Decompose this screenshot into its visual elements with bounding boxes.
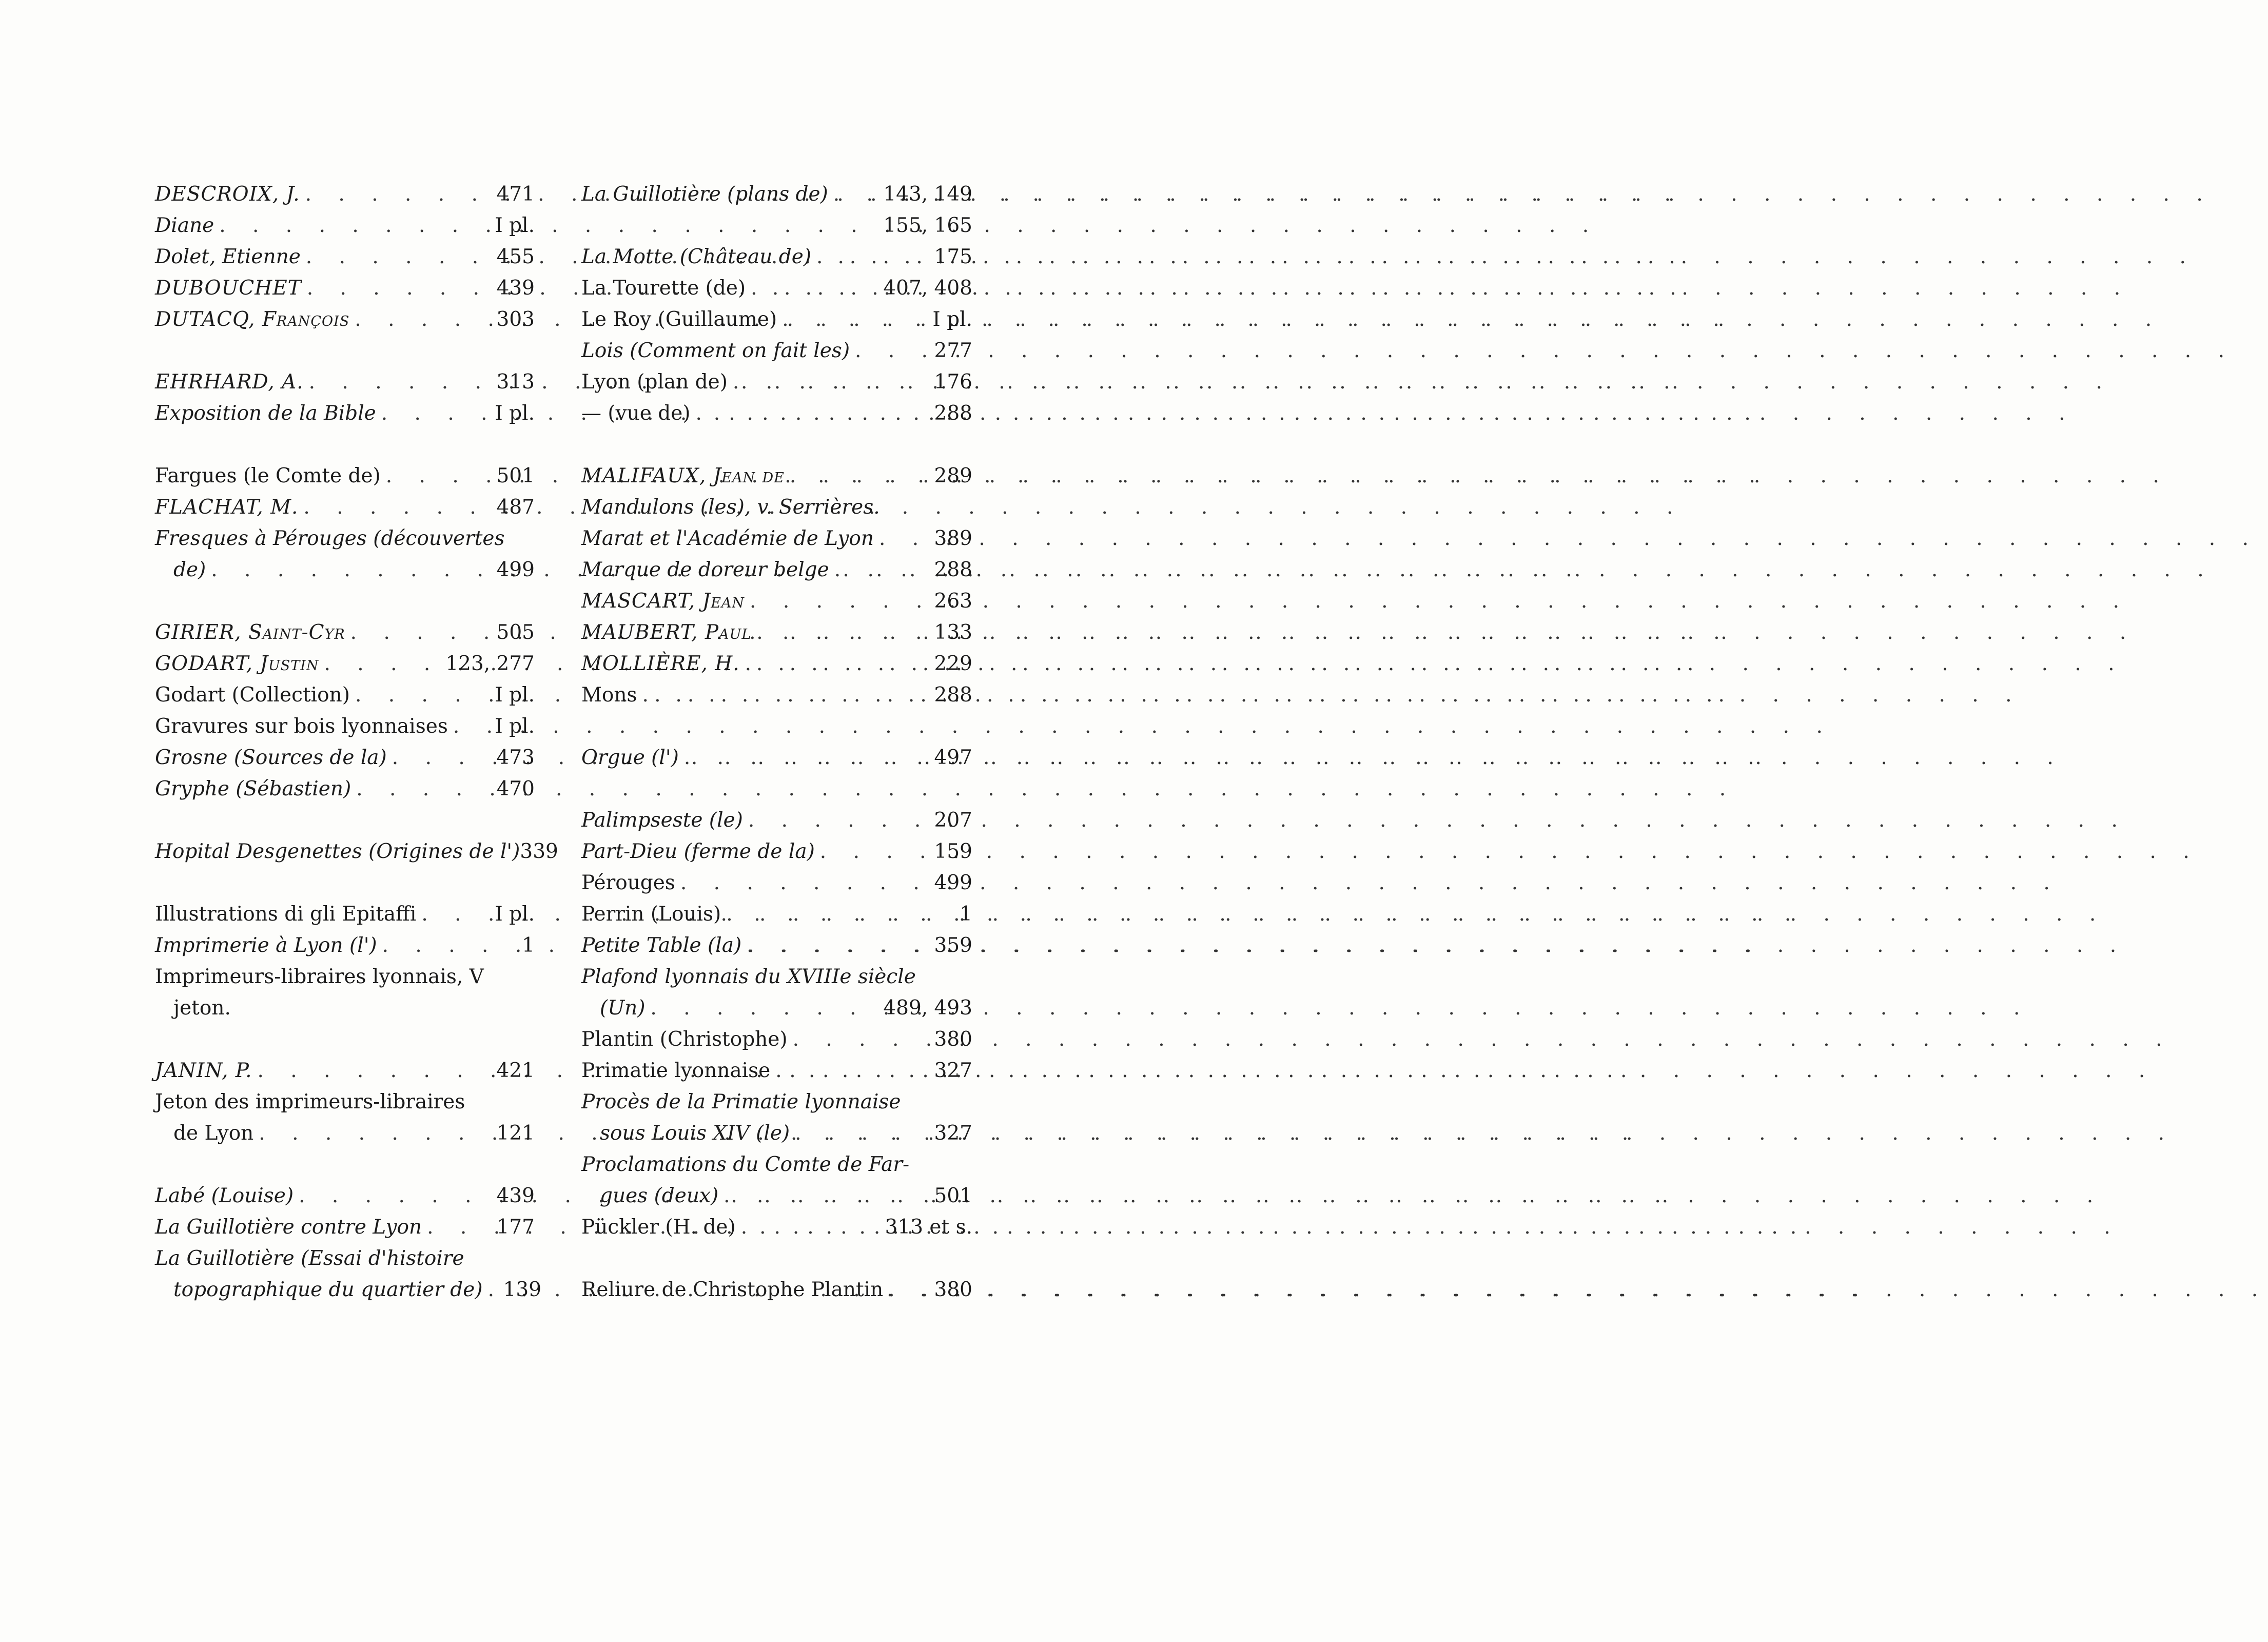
index-entry-page-ref: 277 bbox=[934, 339, 972, 362]
index-entry-page-ref: 139 bbox=[503, 1278, 542, 1301]
index-entry-label: Mons bbox=[581, 683, 637, 707]
dot-leader bbox=[345, 617, 497, 648]
index-entry bbox=[155, 1211, 535, 1243]
index-entry bbox=[155, 272, 535, 304]
index-entry-page-ref: 407, 408 bbox=[883, 277, 972, 300]
index-entry-label: Pückler (H. de) bbox=[581, 1216, 736, 1239]
index-entry-label: MOLLIÈRE, H. bbox=[581, 652, 740, 675]
dot-leader bbox=[850, 335, 934, 366]
index-entry-label: topographique du quartier de) bbox=[173, 1278, 483, 1301]
index-entry bbox=[581, 1024, 972, 1055]
index-entry-page-ref: 289 bbox=[934, 464, 972, 487]
index-entry bbox=[155, 460, 535, 492]
index-entry bbox=[581, 930, 972, 961]
index-entry bbox=[155, 1118, 535, 1149]
index-entry-page-ref: 1 bbox=[522, 934, 535, 957]
index-entry-page-ref: 123, 277 bbox=[445, 652, 535, 675]
dot-leader bbox=[815, 836, 934, 867]
dot-leader bbox=[381, 460, 497, 492]
index-entry bbox=[155, 930, 535, 961]
index-entry-label: Fargues (le Comte de) bbox=[155, 464, 381, 487]
dot-leader bbox=[645, 992, 883, 1024]
index-entry bbox=[155, 1180, 535, 1211]
dot-leader bbox=[718, 1180, 934, 1211]
index-entry bbox=[581, 210, 972, 241]
index-entry-label: Lyon (plan de) bbox=[581, 370, 728, 394]
index-entry bbox=[155, 179, 535, 210]
index-entry-label: Palimpseste (le) bbox=[581, 809, 743, 832]
index-entry-page-ref: 499 bbox=[934, 871, 972, 894]
dot-leader bbox=[351, 773, 496, 805]
index-entry bbox=[155, 711, 535, 742]
dot-leader bbox=[206, 554, 496, 585]
index-entry bbox=[155, 1086, 535, 1118]
index-entry-label: La Guillotière (plans de) bbox=[581, 183, 828, 206]
dot-leader bbox=[298, 492, 496, 523]
index-entry-page-ref: 288 bbox=[934, 558, 972, 581]
dot-leader bbox=[302, 272, 497, 304]
index-entry-label: gues (deux) bbox=[600, 1184, 719, 1207]
index-entry-label: Primatie lyonnaise bbox=[581, 1059, 771, 1082]
index-entry bbox=[581, 1274, 972, 1305]
index-entry-label: Jeton des imprimeurs-libraires bbox=[155, 1090, 465, 1113]
index-column-left bbox=[155, 179, 558, 1305]
dot-leader bbox=[883, 1274, 934, 1305]
index-entry bbox=[155, 1243, 535, 1274]
index-entry-label: DUBOUCHET bbox=[155, 277, 302, 300]
index-entry bbox=[155, 992, 535, 1024]
dot-leader bbox=[679, 742, 934, 773]
index-entry bbox=[581, 1180, 972, 1211]
index-column-right bbox=[581, 179, 972, 1305]
index-entry-label: Hopital Desgenettes (Origines de l') bbox=[155, 840, 520, 863]
index-entry-page-ref: 497 bbox=[934, 746, 972, 769]
index-entry-page-ref: 155, 165 bbox=[883, 214, 972, 237]
index-entry-page-ref: 501 bbox=[934, 1184, 972, 1207]
index-entry bbox=[581, 805, 972, 836]
index-entry bbox=[581, 523, 972, 554]
index-entry-page-ref: 455 bbox=[496, 245, 535, 268]
index-entry-page-ref: 313 bbox=[496, 370, 535, 394]
index-entry-page-ref: 473 bbox=[496, 746, 535, 769]
index-entry bbox=[581, 366, 972, 398]
index-entry-page-ref: 1 bbox=[960, 903, 972, 926]
index-entry-page-ref: I pl. bbox=[495, 903, 535, 926]
dot-leader bbox=[741, 930, 934, 961]
index-entry-label: MAUBERT, Paul bbox=[581, 621, 752, 644]
index-entry bbox=[155, 523, 535, 554]
dot-leader bbox=[319, 648, 446, 679]
index-entry-page-ref: 389 bbox=[934, 527, 972, 550]
index-entry-page-ref: 421 bbox=[496, 1059, 535, 1082]
index-entry-page-ref: 176 bbox=[934, 370, 972, 394]
index-entry-label: Plantin (Christophe) bbox=[581, 1028, 788, 1051]
index-entry bbox=[155, 241, 535, 272]
dot-leader bbox=[300, 179, 497, 210]
index-entry bbox=[581, 554, 972, 585]
dot-leader bbox=[448, 711, 495, 742]
index-entry-page-ref: I pl. bbox=[932, 308, 972, 331]
index-entry-page-ref: 207 bbox=[934, 809, 972, 832]
dot-leader bbox=[416, 898, 495, 930]
index-entry bbox=[155, 648, 535, 679]
index-entry-page-ref: 499 bbox=[496, 558, 535, 581]
index-entry bbox=[581, 742, 972, 773]
dot-leader bbox=[675, 867, 934, 898]
index-entry-label: Marat et l'Académie de Lyon bbox=[581, 527, 874, 550]
index-entry-page-ref: 159 bbox=[934, 840, 972, 863]
index-entry bbox=[155, 304, 535, 335]
index-entry-page-ref: 501 bbox=[496, 464, 535, 487]
index-entry-page-ref: 288 bbox=[934, 402, 972, 425]
index-entry-label: GIRIER, Saint-Cyr bbox=[155, 621, 345, 644]
index-entry-label: Diane bbox=[155, 214, 214, 237]
index-entry-label: Petite Table (la) bbox=[581, 934, 742, 957]
index-entry bbox=[581, 335, 972, 366]
dot-leader bbox=[349, 304, 496, 335]
index-entry-label: La Motte (Château de) bbox=[581, 245, 811, 268]
index-entry-label: Part-Dieu (ferme de la) bbox=[581, 840, 815, 863]
index-entry bbox=[581, 1118, 972, 1149]
index-entry-label: Dolet, Etienne bbox=[155, 245, 301, 268]
index-entry bbox=[581, 492, 972, 523]
dot-leader bbox=[253, 1118, 496, 1149]
dot-leader bbox=[483, 1274, 503, 1305]
index-entry-page-ref: 439 bbox=[496, 277, 535, 300]
index-entry-page-ref: 175 bbox=[934, 245, 972, 268]
index-entry-label: Labé (Louise) bbox=[155, 1184, 294, 1207]
index-entry-label: Perrin (Louis) bbox=[581, 903, 721, 926]
index-entry-label: La Tourette (de) bbox=[581, 277, 746, 300]
dot-leader bbox=[811, 241, 934, 272]
dot-leader bbox=[301, 241, 497, 272]
index-entry bbox=[581, 398, 972, 429]
index-entry-label: Lois (Comment on fait les) bbox=[581, 339, 850, 362]
dot-leader bbox=[637, 679, 934, 711]
index-entry bbox=[155, 1274, 542, 1305]
dot-leader bbox=[422, 1211, 496, 1243]
index-entry-label: Le Roy (Guillaume) bbox=[581, 308, 777, 331]
index-entry-label: Fresques à Pérouges (découvertes bbox=[155, 527, 505, 550]
index-entry-page-ref: 439 bbox=[496, 1184, 535, 1207]
index-entry-label: Orgue (l') bbox=[581, 746, 679, 769]
index-entry-label: MASCART, Jean bbox=[581, 590, 745, 613]
index-entry-label: sous Louis XIV (le) bbox=[600, 1122, 790, 1145]
index-page bbox=[0, 0, 1086, 1642]
index-entry-page-ref: I pl. bbox=[495, 715, 535, 738]
index-entry-label: Marque de doreur belge bbox=[581, 558, 829, 581]
dot-leader bbox=[376, 398, 495, 429]
index-entry-label: Reliure de Christophe Plantin bbox=[581, 1278, 884, 1301]
dot-leader bbox=[770, 1055, 934, 1086]
index-entry bbox=[581, 836, 972, 867]
index-entry-label: — (vue de) bbox=[581, 402, 691, 425]
dot-leader bbox=[829, 554, 934, 585]
index-entry-label: La Guillotière contre Lyon bbox=[155, 1216, 422, 1239]
dot-leader bbox=[828, 179, 884, 210]
index-entry-page-ref: I pl. bbox=[495, 402, 535, 425]
dot-leader bbox=[777, 304, 932, 335]
index-entry-page-ref: 133 bbox=[934, 621, 972, 644]
index-entry-label: Mandulons (les), v. Serrières. bbox=[581, 496, 880, 519]
dot-leader bbox=[350, 679, 495, 711]
index-entry bbox=[581, 1086, 972, 1118]
index-entry-label: Gryphe (Sébastien) bbox=[155, 777, 351, 800]
index-entry bbox=[155, 742, 535, 773]
index-entry-page-ref: 288 bbox=[934, 683, 972, 707]
index-entry bbox=[155, 961, 535, 992]
index-entry-label: DUTACQ, François bbox=[155, 308, 350, 331]
index-entry-label: MALIFAUX, Jean de bbox=[581, 464, 785, 487]
index-entry bbox=[581, 961, 972, 992]
index-entry-label: Godart (Collection) bbox=[155, 683, 350, 707]
dot-leader bbox=[790, 1118, 934, 1149]
index-entry-label: Plafond lyonnais du XVIIIe siècle bbox=[581, 965, 916, 988]
index-entry-page-ref: 143, 149 bbox=[883, 183, 972, 206]
index-entry-label: JANIN, P. bbox=[155, 1059, 252, 1082]
index-entry-label: (Un) bbox=[600, 996, 646, 1020]
index-entry bbox=[581, 1211, 972, 1243]
index-entry bbox=[581, 617, 972, 648]
index-entry-page-ref: 380 bbox=[934, 1278, 972, 1301]
index-entry-label: de Lyon bbox=[173, 1122, 254, 1145]
index-entry bbox=[581, 898, 972, 930]
index-entry bbox=[155, 398, 535, 429]
index-entry-label: La Guillotière (Essai d'histoire bbox=[155, 1247, 464, 1270]
dot-leader bbox=[788, 1024, 934, 1055]
dot-leader bbox=[740, 648, 934, 679]
index-entry bbox=[581, 648, 972, 679]
index-entry bbox=[581, 585, 972, 617]
index-entry bbox=[155, 617, 535, 648]
index-entry bbox=[581, 241, 972, 272]
index-entry-page-ref: 471 bbox=[496, 183, 535, 206]
index-entry-label: Imprimerie à Lyon (l') bbox=[155, 934, 377, 957]
index-entry-label: Pérouges bbox=[581, 871, 675, 894]
index-entry bbox=[581, 304, 972, 335]
index-entry-label: EHRHARD, A. bbox=[155, 370, 304, 394]
index-entry bbox=[155, 366, 535, 398]
index-entry-page-ref: 177 bbox=[496, 1216, 535, 1239]
index-entry bbox=[155, 679, 535, 711]
index-entry bbox=[581, 992, 972, 1024]
index-entry-page-ref: I pl. bbox=[495, 683, 535, 707]
index-entry bbox=[155, 554, 535, 585]
index-entry bbox=[155, 898, 535, 930]
index-entry bbox=[581, 1055, 972, 1086]
dot-leader bbox=[387, 742, 497, 773]
index-entry-label: Gravures sur bois lyonnaises bbox=[155, 715, 448, 738]
index-entry bbox=[581, 679, 972, 711]
index-entry-page-ref: 487 bbox=[496, 496, 535, 519]
index-entry-label: Illustrations di gli Epitaffi bbox=[155, 903, 417, 926]
index-entry-page-ref: 263 bbox=[934, 590, 972, 613]
index-entry-page-ref: 505 bbox=[496, 621, 535, 644]
dot-leader bbox=[743, 805, 934, 836]
index-entry-label: Exposition de la Bible bbox=[155, 402, 376, 425]
index-entry bbox=[155, 773, 535, 805]
index-entry-page-ref: 313 et s. bbox=[885, 1216, 972, 1239]
index-entry-label: DESCROIX, J. bbox=[155, 183, 300, 206]
index-entry bbox=[155, 492, 535, 523]
dot-leader bbox=[736, 1211, 885, 1243]
index-entry-label: de) bbox=[173, 558, 206, 581]
index-entry-page-ref: 489, 493 bbox=[883, 996, 972, 1020]
index-entry bbox=[155, 836, 558, 867]
dot-leader bbox=[745, 585, 934, 617]
dot-leader bbox=[746, 272, 883, 304]
dot-leader bbox=[751, 617, 934, 648]
index-entry bbox=[155, 210, 535, 241]
index-entry-page-ref: 327 bbox=[934, 1059, 972, 1082]
index-entry-page-ref: I pl. bbox=[495, 214, 535, 237]
index-entry-label: FLACHAT, M. bbox=[155, 496, 299, 519]
index-entry-page-ref: 229 bbox=[934, 652, 972, 675]
dot-leader bbox=[294, 1180, 496, 1211]
dot-leader bbox=[304, 366, 497, 398]
index-entry-page-ref: 303 bbox=[496, 308, 535, 331]
index-entry bbox=[581, 867, 972, 898]
dot-leader bbox=[721, 898, 942, 930]
index-entry bbox=[581, 460, 972, 492]
index-entry bbox=[581, 179, 972, 210]
index-entry-label: Imprimeurs-libraires lyonnais, V bbox=[155, 965, 484, 988]
dot-leader bbox=[785, 460, 934, 492]
index-entry-page-ref: 121 bbox=[496, 1122, 535, 1145]
index-entry-page-ref: 470 bbox=[496, 777, 535, 800]
dot-leader bbox=[728, 366, 934, 398]
index-entry-page-ref: 339 bbox=[520, 840, 558, 863]
index-entry bbox=[581, 272, 972, 304]
index-entry-label: Procès de la Primatie lyonnaise bbox=[581, 1090, 901, 1113]
index-entry-label: Proclamations du Comte de Far- bbox=[581, 1153, 910, 1176]
index-entry-page-ref: 380 bbox=[934, 1028, 972, 1051]
index-entry-label: GODART, Justin bbox=[155, 652, 319, 675]
index-entry-label: Grosne (Sources de la) bbox=[155, 746, 387, 769]
dot-leader bbox=[252, 1055, 497, 1086]
index-entry bbox=[155, 1055, 535, 1086]
index-entry-label: jeton. bbox=[173, 996, 231, 1020]
index-entry-page-ref: 359 bbox=[934, 934, 972, 957]
index-entry bbox=[581, 1149, 972, 1180]
dot-leader bbox=[377, 930, 504, 961]
dot-leader bbox=[214, 210, 495, 241]
dot-leader bbox=[874, 523, 934, 554]
index-entry-page-ref: 327 bbox=[934, 1122, 972, 1145]
dot-leader bbox=[691, 398, 934, 429]
